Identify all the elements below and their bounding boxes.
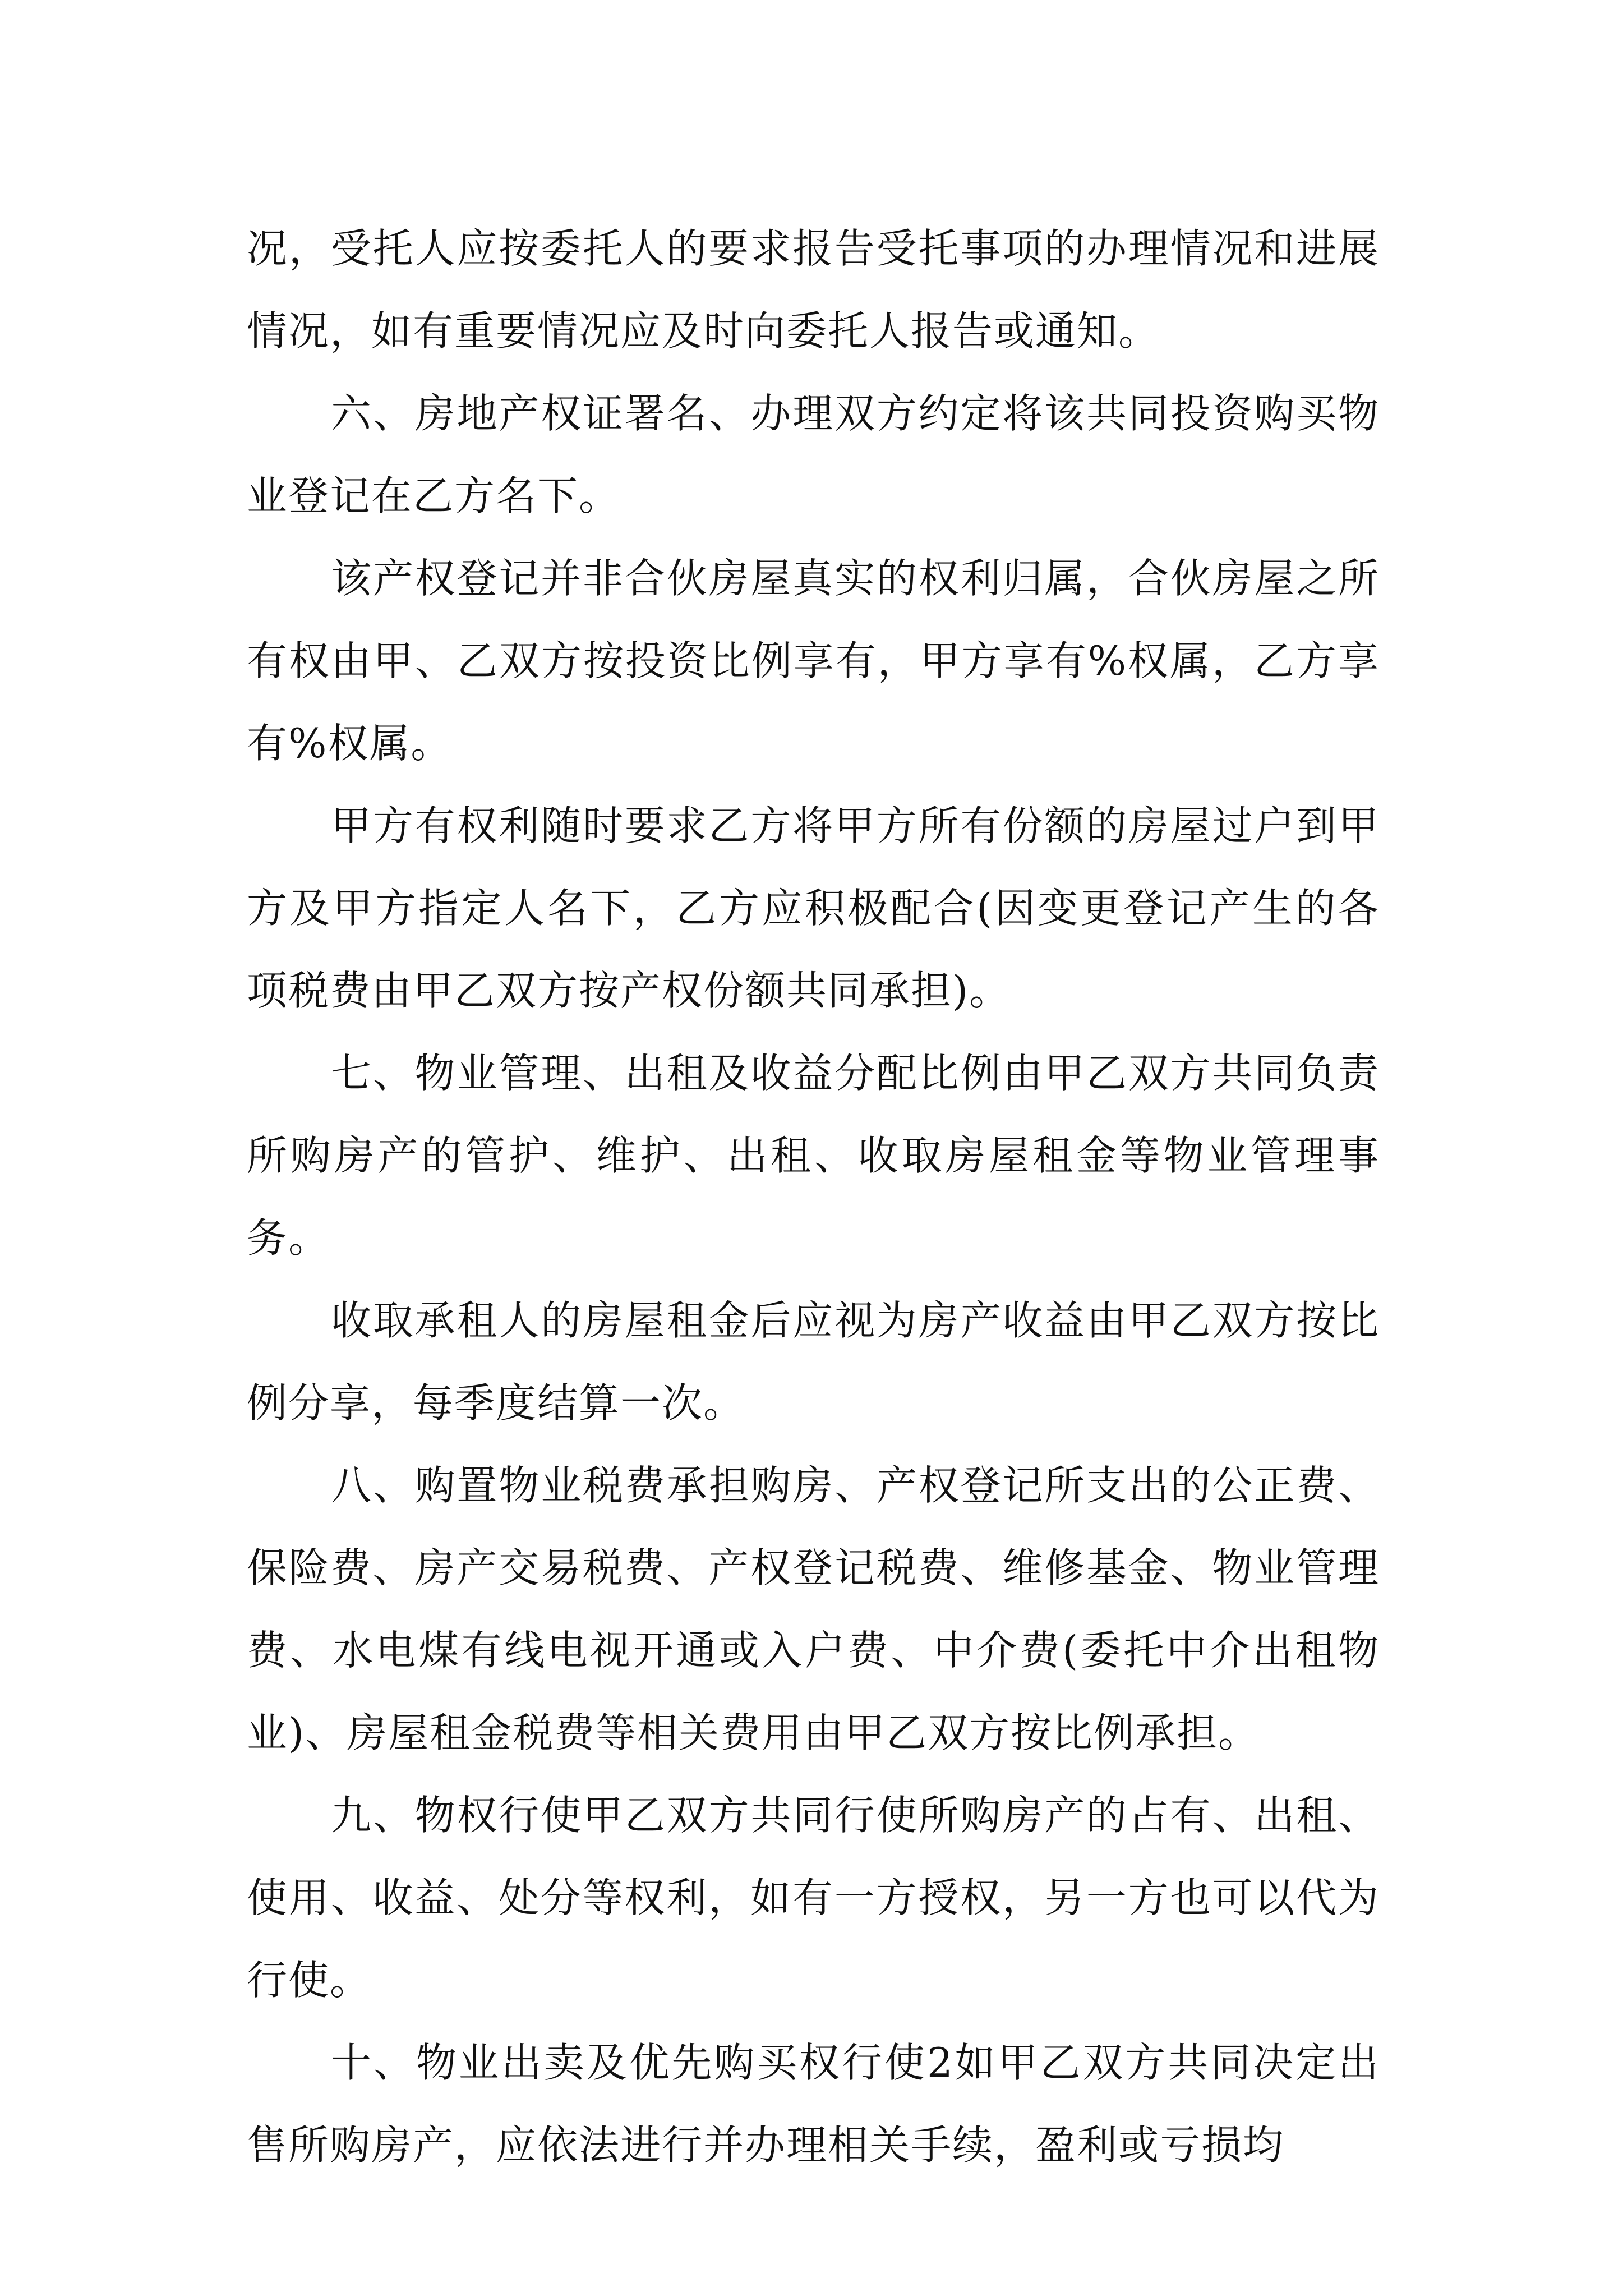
paragraph-clause-9: 九、物权行使甲乙双方共同行使所购房产的占有、出租、使用、收益、处分等权利，如有一方授权，另一方也可以代为行使。	[247, 1792, 1380, 2004]
document-body	[247, 208, 1380, 2187]
paragraph-clause-8: 八、购置物业税费承担购房、产权登记所支出的公正费、保险费、房产交易税费、产权登记税费、维修基金、物业管理费、水电煤有线电视开通或入户费、中介费(委托中介出租物业)、房屋租金税费等相关费用由甲乙双方按比例承担。	[247, 1462, 1380, 1756]
paragraph-ownership: 该产权登记并非合伙房屋真实的权利归属，合伙房屋之所有权由甲、乙双方按投资比例享有，甲方享有%权属，乙方享有%权属。	[247, 555, 1380, 767]
paragraph-clause-7: 七、物业管理、出租及收益分配比例由甲乙双方共同负责所购房产的管护、维护、出租、收取房屋租金等物业管理事务。	[247, 1050, 1380, 1262]
paragraph-clause-6: 六、房地产权证署名、办理双方约定将该共同投资购买物业登记在乙方名下。	[247, 390, 1380, 519]
paragraph-rent-share: 收取承租人的房屋租金后应视为房产收益由甲乙双方按比例分享，每季度结算一次。	[247, 1297, 1380, 1427]
paragraph-continuation: 况，受托人应按委托人的要求报告受托事项的办理情况和进展情况，如有重要情况应及时向委托人报告或通知。	[247, 225, 1380, 355]
paragraph-transfer: 甲方有权利随时要求乙方将甲方所有份额的房屋过户到甲方及甲方指定人名下，乙方应积极配合(因变更登记产生的各项税费由甲乙双方按产权份额共同承担)。	[247, 802, 1380, 1014]
paragraph-clause-10: 十、物业出卖及优先购买权行使2如甲乙双方共同决定出售所购房产，应依法进行并办理相关手续，盈利或亏损均	[247, 2039, 1380, 2169]
